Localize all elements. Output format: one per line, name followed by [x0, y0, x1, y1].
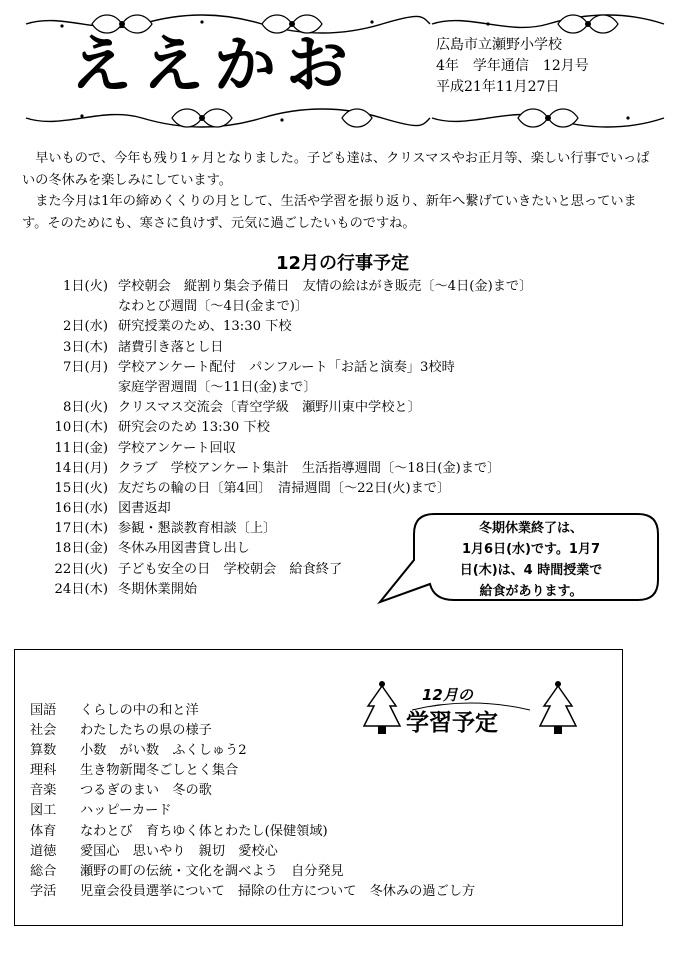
subject-content: 児童会役員選挙について 掃除の仕方について 冬休みの過ごし方 [80, 883, 476, 899]
banner-title: 学習予定 [406, 710, 498, 736]
event-row [30, 358, 532, 378]
christmas-tree-icon [540, 681, 576, 734]
subject-name: 音楽 [30, 783, 57, 799]
event-desc: 図書返却 [118, 501, 171, 517]
school-name: 広島市立瀬野小学校 [436, 37, 562, 53]
event-desc: 学校アンケート配付 パンフルート「お話と演奏」3校時 [118, 359, 455, 375]
subject-row [30, 882, 475, 902]
event-date: 18日(金) [54, 541, 108, 557]
event-row [30, 277, 532, 297]
intro-paragraph: また今月は1年の締めくくりの月として、生活や学習を振り返り、新年へ繋げていきたいと思っています。そのためにも、寒さに負けず、元気に過ごしたいものですね。 [22, 194, 637, 231]
callout-line: 冬期休業終了は、 [478, 521, 583, 536]
issue-date: 平成21年11月27日 [436, 79, 560, 95]
issue-label: 4年 学年通信 12月号 [436, 58, 589, 74]
event-date: 16日(水) [54, 501, 108, 517]
event-date: 2日(水) [62, 319, 108, 335]
event-date: 14日(月) [54, 460, 108, 476]
event-desc: 研究授業のため、13:30 下校 [118, 319, 292, 335]
subject-row [30, 801, 475, 821]
subject-content: くらしの中の和と洋 [80, 703, 199, 718]
event-date: 7日(月) [62, 359, 108, 375]
subject-content: 生き物新聞冬ごしとく集合 [80, 763, 239, 779]
subject-content: なわとび 育ちゆく体とわたし(保健領域) [80, 823, 328, 839]
event-date: 17日(木) [54, 521, 108, 537]
subject-content: 愛国心 思いやり 親切 愛校心 [80, 843, 278, 859]
school-info [436, 35, 589, 98]
subject-list [30, 701, 475, 902]
subject-name: 図工 [30, 803, 57, 819]
event-desc: クラブ 学校アンケート集計 生活指導週間〔～18日(金)まで〕 [118, 460, 501, 476]
subject-name: 道徳 [30, 843, 57, 859]
event-desc: 研究会のため 13:30 下校 [118, 420, 270, 436]
holly-ribbon-border-top-right [428, 10, 668, 38]
event-desc: 友だちの輪の日〔第4回〕 清掃週間〔～22日(火)まで〕 [118, 480, 451, 496]
event-row [30, 479, 532, 499]
event-date: 22日(火) [54, 561, 108, 577]
subject-content: 小数 がい数 ふくしゅう2 [80, 743, 247, 759]
event-date: 15日(火) [54, 480, 108, 496]
event-row [30, 317, 532, 337]
event-date: 3日(木) [62, 339, 108, 355]
subject-row [30, 741, 475, 761]
subject-name: 算数 [30, 743, 57, 759]
event-desc: 参観・懇談教育相談〔上〕 [118, 521, 277, 537]
subject-name: 国語 [30, 703, 57, 718]
event-date [30, 297, 118, 317]
event-date: 11日(金) [54, 440, 108, 456]
subject-content: ハッピーカード [80, 803, 172, 819]
subject-content: 瀬野の町の伝統・文化を調べよう 自分発見 [80, 863, 344, 879]
callout-line: 1月6日(水)です。1月7 [461, 542, 601, 557]
event-row [30, 378, 532, 398]
holly-ribbon-border-bottom [22, 104, 432, 132]
event-desc: 諸費引き落とし日 [118, 339, 224, 355]
event-date: 1日(火) [62, 279, 108, 294]
subject-name: 体育 [30, 823, 57, 839]
subject-name: 社会 [30, 723, 57, 739]
intro-text [22, 148, 652, 234]
subject-name: 学活 [30, 883, 57, 899]
event-desc: 子ども安全の日 学校朝会 給食終了 [118, 561, 343, 577]
event-row [30, 439, 532, 459]
intro-paragraph: 早いもので、今年も残り1ヶ月となりました。子ども達は、クリスマスやお正月等、楽しい行事でいっぱいの冬休みを楽しみにしています。 [22, 151, 650, 188]
subject-row [30, 842, 475, 862]
callout-line: 日(木)は、4 時間授業で [459, 563, 603, 578]
event-desc: 冬期休業開始 [118, 581, 198, 597]
event-row [30, 398, 532, 418]
event-date: 8日(火) [62, 400, 108, 416]
callout-text [424, 518, 638, 602]
event-date [30, 378, 118, 398]
callout-line: 給食があります。 [479, 584, 583, 599]
event-desc: 冬休み用図書貸し出し [118, 541, 250, 557]
event-desc: なわとび週間〔～4日(金まで)〕 [118, 299, 309, 315]
event-row [30, 297, 532, 317]
subject-row [30, 862, 475, 882]
event-row [30, 418, 532, 438]
subject-name: 理科 [30, 763, 57, 779]
banner-month: 12月の [422, 686, 473, 704]
subject-content: つるぎのまい 冬の歌 [80, 783, 212, 799]
subject-row [30, 701, 475, 721]
event-desc: 家庭学習週間〔～11日(金)まで〕 [118, 379, 317, 395]
subject-row [30, 781, 475, 801]
event-desc: クリスマス交流会〔青空学級 瀬野川東中学校と〕 [118, 400, 421, 416]
subject-row [30, 822, 475, 842]
event-date: 10日(木) [54, 420, 108, 436]
event-desc: 学校アンケート回収 [118, 440, 236, 456]
event-desc: 学校朝会 縦割り集会予備日 友情の絵はがき販売〔～4日(金)まで〕 [118, 279, 533, 294]
newsletter-title: ええかお [70, 28, 359, 101]
subject-content: わたしたちの県の様子 [80, 723, 212, 739]
event-row [30, 459, 532, 479]
event-row [30, 338, 532, 358]
event-date: 24日(木) [54, 581, 108, 597]
subject-name: 総合 [30, 863, 57, 879]
subject-row [30, 721, 475, 741]
subject-row [30, 761, 475, 781]
holly-ribbon-border-bottom-right [428, 104, 668, 132]
events-heading: 12月の行事予定 [275, 253, 410, 274]
